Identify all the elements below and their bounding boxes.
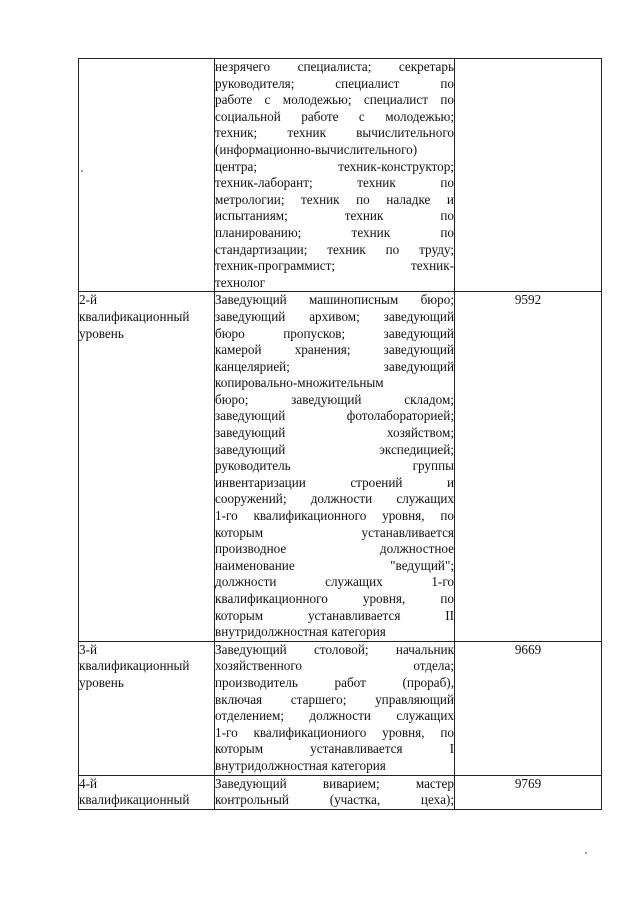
- positions-line: которым устанавливается II: [215, 607, 454, 623]
- level-label: квалификационный: [79, 792, 190, 808]
- salary-cell: 9769: [455, 775, 602, 809]
- positions-line: руководителя; специалист по: [215, 75, 454, 91]
- positions-line: Заведующий машинописным бюро;: [215, 292, 454, 308]
- positions-line: включая старшего; управляющий: [215, 691, 454, 707]
- table-row: [79, 641, 602, 775]
- positions-cell: [215, 59, 455, 292]
- positions-line: которым устанавливается I: [215, 741, 454, 757]
- positions-line: которым устанавливается: [215, 524, 454, 540]
- positions-line: инвентаризации строений и: [215, 474, 454, 490]
- positions-line: незрячего специалиста; секретарь: [215, 59, 454, 74]
- positions-line: бюро; заведующий складом;: [215, 391, 454, 407]
- table-row: [79, 292, 602, 641]
- salary-cell: 9592: [455, 292, 602, 641]
- positions-line: хозяйственного отдела;: [215, 658, 454, 674]
- positions-line: заведующий хозяйством;: [215, 425, 454, 441]
- positions-line: центра; техник-конструктор;: [215, 158, 454, 174]
- positions-line: должности служащих 1-го: [215, 574, 454, 590]
- positions-cell: [215, 292, 455, 641]
- level-label: квалификационный: [79, 658, 190, 674]
- table-row: [79, 775, 602, 809]
- level-cell: [79, 292, 215, 641]
- positions-line: испытаниям; техник по: [215, 208, 454, 224]
- positions-line: отделением; должности служащих: [215, 708, 454, 724]
- salary-cell: [455, 59, 602, 292]
- positions-line: 1-го квалификациониого уровня, по: [215, 724, 454, 740]
- positions-line: заведующий архивом; заведующий: [215, 308, 454, 324]
- positions-line: заведующий экспедицией;: [215, 441, 454, 457]
- positions-line: технолог: [215, 274, 266, 290]
- positions-line: копировально-множительным: [215, 375, 384, 391]
- positions-line: метрологии; техник по наладке и: [215, 191, 454, 207]
- positions-line: 1-го квалификационного уровня, по: [215, 508, 454, 524]
- positions-line: техник; техник вычислительного: [215, 125, 454, 141]
- salary-cell: 9669: [455, 641, 602, 775]
- positions-line: производное должностное: [215, 541, 454, 557]
- positions-line: внутридолжностная категория: [215, 624, 386, 640]
- level-label: уровень: [79, 325, 124, 341]
- positions-line: камерой хранения; заведующий: [215, 342, 454, 358]
- level-number: 2-й: [79, 292, 98, 308]
- scan-speck: [81, 170, 83, 172]
- positions-line: руководитель группы: [215, 458, 454, 474]
- positions-line: планированию; техник по: [215, 224, 454, 240]
- level-cell: [79, 59, 215, 292]
- positions-line: внутридолжностная категория: [215, 757, 386, 773]
- positions-line: стандартизации; техник по труду;: [215, 241, 454, 257]
- positions-line: квалификационного уровня, по: [215, 591, 454, 606]
- positions-line: работе с молодежью; специалист по: [215, 92, 454, 108]
- positions-line: контрольный (участка, цеха);: [215, 792, 454, 808]
- positions-line: сооружений; должности служащих: [215, 491, 454, 507]
- level-label: уровень: [79, 674, 124, 690]
- qualification-salary-table: [78, 58, 602, 810]
- level-cell: [79, 775, 215, 809]
- table-row: [79, 59, 602, 292]
- positions-line: техник-программист; техник-: [215, 258, 454, 274]
- level-label: квалификационный: [79, 308, 190, 324]
- positions-line: бюро пропусков; заведующий: [215, 325, 454, 341]
- scan-speck: [585, 852, 587, 854]
- positions-cell: [215, 775, 455, 809]
- positions-line: техник-лаборант; техник по: [215, 175, 454, 191]
- positions-line: Заведующий столовой; начальник: [215, 641, 454, 657]
- positions-line: канцелярией; заведующий: [215, 358, 454, 374]
- level-cell: [79, 641, 215, 775]
- positions-line: заведующий фотолабораторией;: [215, 408, 454, 424]
- positions-cell: [215, 641, 455, 775]
- positions-line: наименование "ведущий";: [215, 557, 454, 573]
- positions-line: (информационно-вычислительного): [215, 141, 418, 157]
- level-number: 3-й: [79, 641, 98, 657]
- level-number: 4-й: [79, 775, 98, 791]
- positions-line: Заведующий виварием; мастер: [215, 775, 454, 791]
- positions-line: социальной работе с молодежью;: [215, 108, 454, 124]
- positions-line: производитель работ (прораб),: [215, 674, 454, 690]
